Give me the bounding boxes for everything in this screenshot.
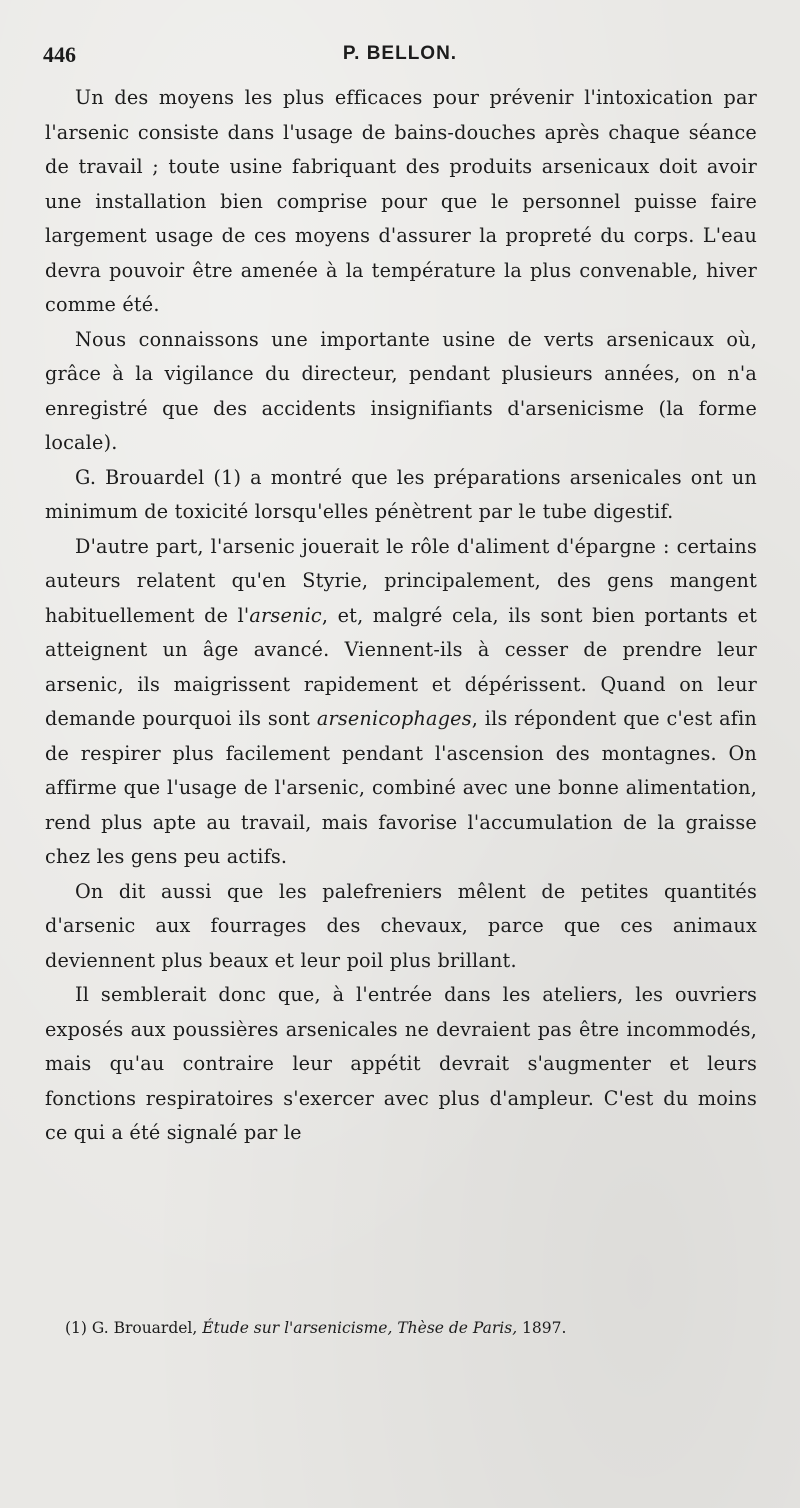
paragraph-text: , et, malgré cela, ils sont bien portants et atteignent un âge avancé. Viennent-ils à cesser de prendre leur arsenic, ils maigrissent rapidement et dépérissent. Quand on leur demande pourquoi ils sont bbox=[45, 603, 757, 730]
paragraph-5 bbox=[45, 875, 757, 979]
paragraph-text: Nous connaissons une importante usine de verts arsenicaux où, grâce à la vigilance du directeur, pendant plusieurs années, on n'a enregistré que des accidents insignifiants d'arsenicisme (la forme locale). bbox=[45, 327, 757, 454]
paragraph-text: On dit aussi que les palefreniers mêlent de petites quantités d'arsenic aux fourrages des chevaux, parce que ces animaux deviennent plus beaux et leur poil plus brillant. bbox=[45, 879, 757, 972]
paragraph-text: , ils répondent que c'est afin de respirer plus facilement pendant l'ascension des montagnes. On affirme que l'usage de l'arsenic, combiné avec une bonne alimentation, rend plus apte au travail, mais favorise l'accumulation de la graisse chez les gens peu actifs. bbox=[45, 707, 757, 868]
paragraph-6 bbox=[45, 978, 757, 1151]
italic-term: arsenicophages bbox=[316, 707, 472, 730]
running-head: P. BELLON. bbox=[342, 43, 458, 64]
paragraph-text: Il semblerait donc que, à l'entrée dans les ateliers, les ouvriers exposés aux poussières arsenicales ne devraient pas être incommodés, mais qu'au contraire leur appétit devrait s'augmenter et leurs fonctions respiratoires s'exercer avec plus d'ampleur. C'est du moins ce qui a été signalé par le bbox=[45, 983, 757, 1144]
italic-term: arsenic bbox=[249, 603, 322, 627]
footnote bbox=[65, 1316, 765, 1340]
paragraph-text: Un des moyens les plus efficaces pour prévenir l'intoxication par l'arsenic consiste dans l'usage de bains-douches après chaque séance de travail ; toute usine fabriquant des produits arsenicaux doit avoir une installation bien comprise pour que le personnel puisse faire largement usage de ces moyens d'assurer la propreté du corps. L'eau devra pouvoir être amenée à la température la plus convenable, hiver comme été. bbox=[45, 86, 757, 316]
body-text bbox=[45, 81, 757, 1151]
paragraph-text: D'autre part, l'arsenic jouerait le rôle d'aliment d'épargne : certains auteurs relatent qu'en Styrie, principalement, des gens mangent habituellement de l' bbox=[45, 534, 757, 627]
paragraph-3 bbox=[45, 461, 757, 530]
paragraph-4 bbox=[45, 530, 757, 875]
paragraph-text: G. Brouardel (1) a montré que les préparations arsenicales ont un minimum de toxicité lorsqu'elles pénètrent par le tube digestif. bbox=[45, 465, 757, 523]
page-header bbox=[40, 42, 760, 72]
footnote-year: 1897. bbox=[517, 1319, 567, 1337]
paragraph-1 bbox=[45, 81, 757, 323]
page-number: 446 bbox=[43, 42, 76, 67]
footnote-title: Étude sur l'arsenicisme, Thèse de Paris, bbox=[202, 1319, 518, 1337]
footnote-marker: (1) G. Brouardel, bbox=[65, 1319, 203, 1337]
paragraph-2 bbox=[45, 323, 757, 461]
